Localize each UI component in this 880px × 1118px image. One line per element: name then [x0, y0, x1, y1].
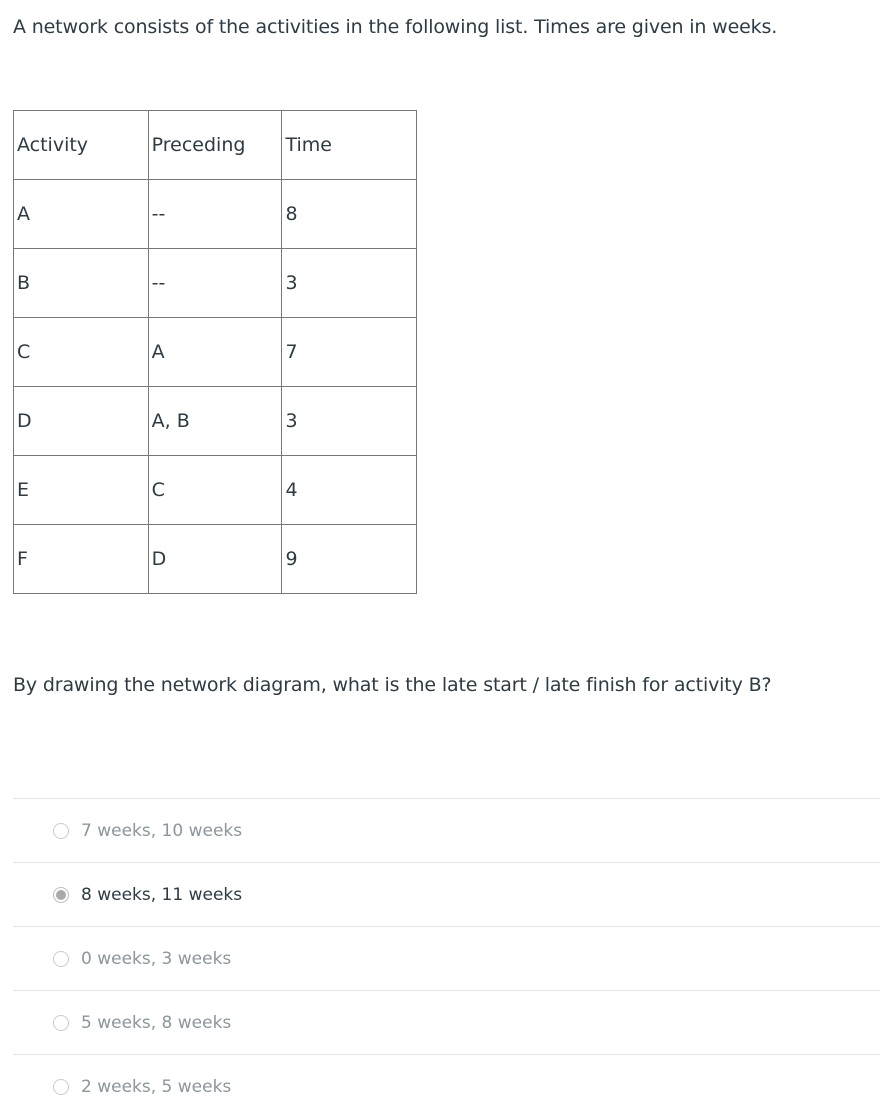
time-cell: 8	[282, 180, 417, 249]
radio-button[interactable]	[53, 1015, 69, 1031]
table-row	[14, 318, 417, 387]
radio-button[interactable]	[53, 951, 69, 967]
activity-cell: D	[14, 387, 149, 456]
preceding-cell: D	[148, 525, 282, 594]
radio-button[interactable]	[53, 1079, 69, 1095]
header-activity: Activity	[14, 111, 149, 180]
table-header-row	[14, 111, 417, 180]
activity-cell: A	[14, 180, 149, 249]
answer-label[interactable]: 5 weeks, 8 weeks	[81, 1012, 232, 1033]
table-row	[14, 387, 417, 456]
time-cell: 4	[282, 456, 417, 525]
activity-cell: F	[14, 525, 149, 594]
activity-table	[13, 110, 417, 594]
answer-label[interactable]: 8 weeks, 11 weeks	[81, 884, 243, 905]
radio-button[interactable]	[53, 823, 69, 839]
preceding-cell: A	[148, 318, 282, 387]
question-prompt: By drawing the network diagram, what is the late start / late finish for activity B?	[13, 674, 772, 696]
answer-option[interactable]	[13, 990, 880, 1054]
header-preceding: Preceding	[148, 111, 282, 180]
answer-option[interactable]	[13, 798, 880, 862]
activity-cell: E	[14, 456, 149, 525]
header-time: Time	[282, 111, 417, 180]
answer-label[interactable]: 0 weeks, 3 weeks	[81, 948, 232, 969]
preceding-cell: A, B	[148, 387, 282, 456]
table-row	[14, 456, 417, 525]
time-cell: 3	[282, 387, 417, 456]
answer-label[interactable]: 7 weeks, 10 weeks	[81, 820, 243, 841]
answer-option[interactable]	[13, 926, 880, 990]
preceding-cell: --	[148, 249, 282, 318]
radio-button[interactable]	[53, 887, 69, 903]
answer-option[interactable]	[13, 862, 880, 926]
answer-list	[13, 798, 880, 1118]
time-cell: 7	[282, 318, 417, 387]
answer-option[interactable]	[13, 1054, 880, 1118]
time-cell: 3	[282, 249, 417, 318]
question-intro: A network consists of the activities in the following list. Times are given in weeks.	[13, 16, 778, 38]
activity-cell: C	[14, 318, 149, 387]
time-cell: 9	[282, 525, 417, 594]
table-row	[14, 525, 417, 594]
preceding-cell: --	[148, 180, 282, 249]
preceding-cell: C	[148, 456, 282, 525]
table-row	[14, 249, 417, 318]
answer-label[interactable]: 2 weeks, 5 weeks	[81, 1076, 232, 1097]
activity-cell: B	[14, 249, 149, 318]
table-row	[14, 180, 417, 249]
